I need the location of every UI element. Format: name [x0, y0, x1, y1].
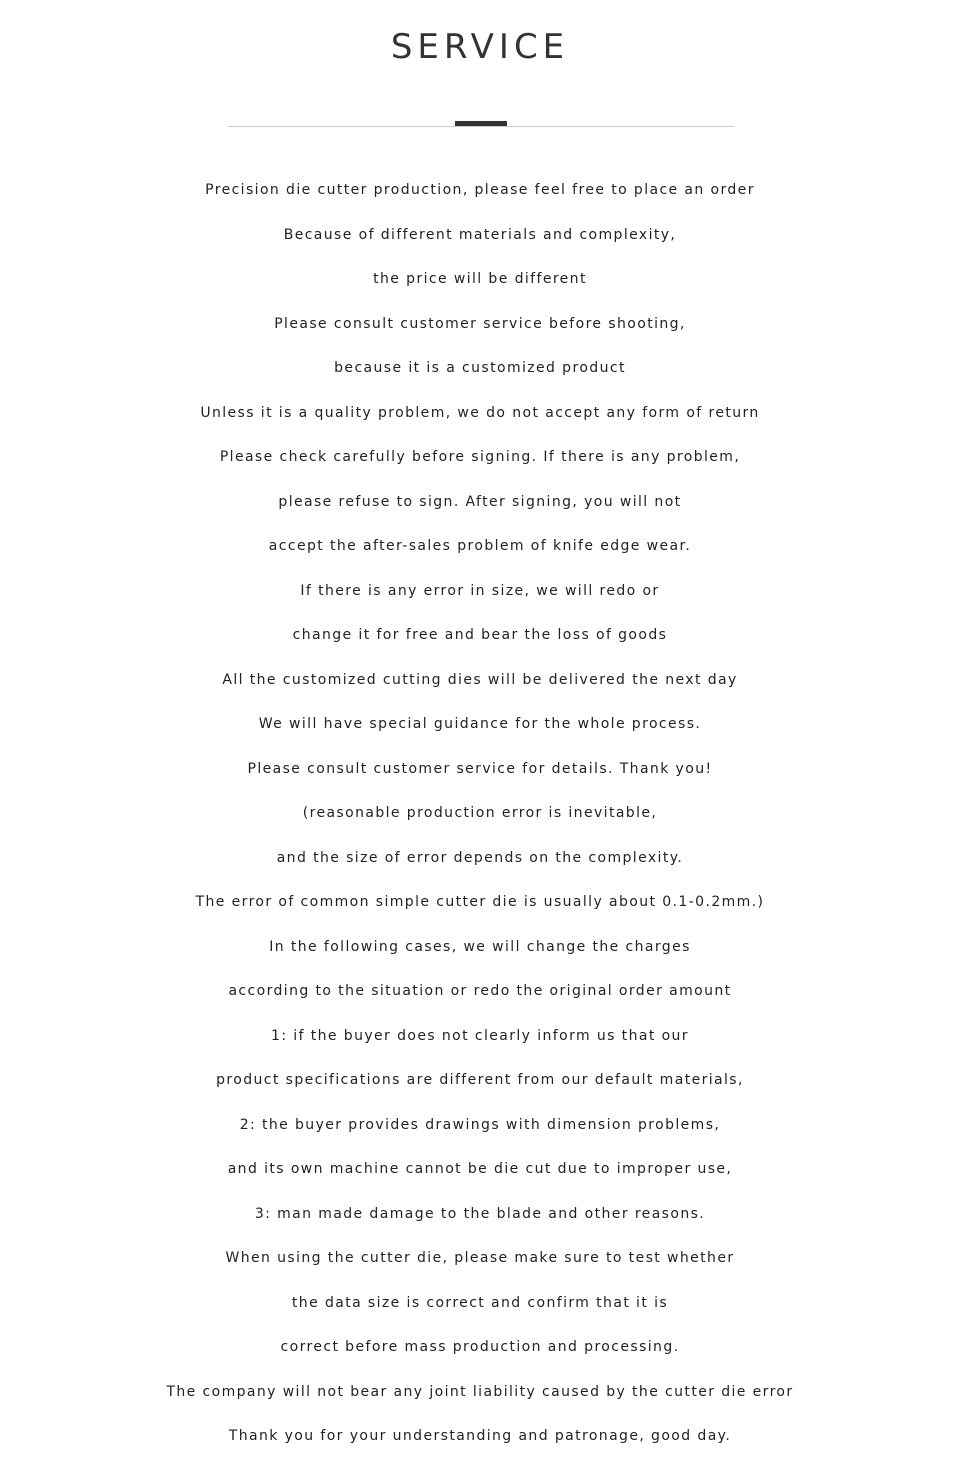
service-line: please refuse to sign. After signing, you will not [278, 493, 682, 510]
service-line: change it for free and bear the loss of goods [292, 627, 668, 643]
service-line: Thank you for your understanding and patronage, good day. [228, 1428, 732, 1444]
service-line: Please consult customer service for details. Thank you! [247, 760, 713, 777]
service-line: 2: the buyer provides drawings with dimension problems, [239, 1116, 721, 1133]
service-line: All the customized cutting dies will be delivered the next day [222, 671, 738, 688]
service-line: When using the cutter die, please make sure to test whether [225, 1250, 735, 1266]
service-line: correct before mass production and processing. [280, 1339, 680, 1355]
service-line: Precision die cutter production, please feel free to place an order [205, 182, 755, 198]
service-line: 3: man made damage to the blade and other reasons. [254, 1205, 706, 1222]
title-divider [228, 126, 734, 127]
service-line: accept the after-sales problem of knife edge wear. [268, 538, 692, 554]
service-line: and the size of error depends on the complexity. [276, 849, 684, 866]
service-line: The company will not bear any joint liability caused by the cutter die error [166, 1383, 794, 1400]
service-line: 1: if the buyer does not clearly inform us that our [271, 1027, 689, 1044]
service-line: and its own machine cannot be die cut due to improper use, [227, 1161, 733, 1177]
service-text [0, 168, 960, 1459]
service-line: Please consult customer service before shooting, [274, 315, 686, 332]
service-line: according to the situation or redo the original order amount [228, 983, 732, 999]
service-line: product specifications are different from our default materials, [216, 1072, 744, 1088]
service-line: (reasonable production error is inevitable, [302, 805, 658, 821]
service-line: If there is any error in size, we will redo or [300, 582, 660, 599]
service-line: the data size is correct and confirm that it is [291, 1294, 669, 1311]
service-line: Please check carefully before signing. If there is any problem, [219, 449, 741, 465]
service-line: We will have special guidance for the whole process. [258, 716, 702, 732]
service-line: The error of common simple cutter die is usually about 0.1-0.2mm.) [195, 894, 765, 910]
service-line: Unless it is a quality problem, we do not accept any form of return [200, 404, 760, 421]
service-line: because it is a customized product [334, 360, 626, 376]
service-line: the price will be different [373, 271, 587, 287]
service-line: In the following cases, we will change the charges [269, 938, 691, 955]
title-divider-accent [455, 121, 507, 126]
service-line: Because of different materials and complexity, [283, 226, 677, 243]
page-title: SERVICE [390, 27, 570, 67]
